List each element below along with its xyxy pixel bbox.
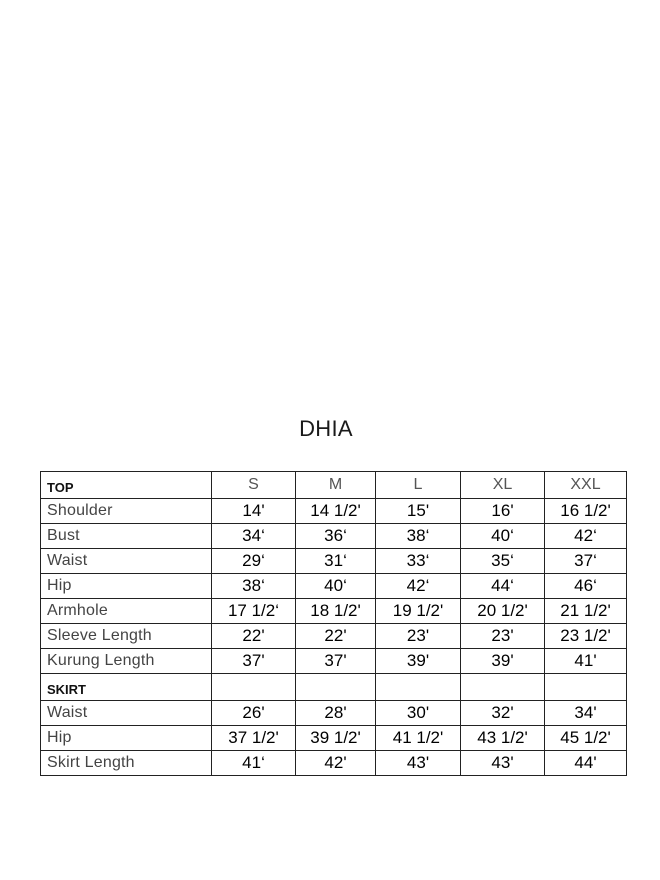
chart-title: DHIA	[299, 416, 353, 441]
table-cell: 43 1/2'	[461, 726, 545, 751]
row-label-bust: Bust	[41, 524, 212, 549]
table-cell: 16 1/2'	[545, 499, 627, 524]
empty-cell	[461, 674, 545, 701]
table-cell: 21 1/2'	[545, 599, 627, 624]
table-cell: 17 1/2‘	[212, 599, 296, 624]
table-row	[41, 624, 627, 649]
table-cell: 35‘	[461, 549, 545, 574]
size-chart-table	[40, 471, 627, 776]
table-cell: 16'	[461, 499, 545, 524]
table-row	[41, 726, 627, 751]
top-header-row	[41, 472, 627, 499]
table-cell: 28'	[296, 701, 376, 726]
row-label-kurung-length: Kurung Length	[41, 649, 212, 674]
table-cell: 29‘	[212, 549, 296, 574]
size-header-xl: XL	[461, 472, 545, 499]
section-label-skirt: SKIRT	[41, 674, 212, 701]
size-header-l: L	[376, 472, 461, 499]
table-cell: 14 1/2'	[296, 499, 376, 524]
empty-cell	[545, 674, 627, 701]
table-row	[41, 751, 627, 776]
table-cell: 22'	[296, 624, 376, 649]
row-label-hip: Hip	[41, 574, 212, 599]
table-cell: 38‘	[376, 524, 461, 549]
table-cell: 37 1/2'	[212, 726, 296, 751]
table-cell: 41'	[545, 649, 627, 674]
table-cell: 37‘	[545, 549, 627, 574]
table-cell: 15'	[376, 499, 461, 524]
table-cell: 42‘	[545, 524, 627, 549]
skirt-header-row	[41, 674, 627, 701]
table-cell: 39'	[461, 649, 545, 674]
table-cell: 31‘	[296, 549, 376, 574]
table-row	[41, 574, 627, 599]
table-cell: 44'	[545, 751, 627, 776]
table-cell: 38‘	[212, 574, 296, 599]
size-header-xxl: XXL	[545, 472, 627, 499]
table-row	[41, 549, 627, 574]
table-row	[41, 649, 627, 674]
table-cell: 40‘	[461, 524, 545, 549]
table-cell: 41 1/2'	[376, 726, 461, 751]
table-cell: 34'	[545, 701, 627, 726]
table-cell: 36‘	[296, 524, 376, 549]
table-cell: 22'	[212, 624, 296, 649]
size-header-m: M	[296, 472, 376, 499]
table-cell: 37'	[296, 649, 376, 674]
table-row	[41, 499, 627, 524]
row-label-skirt-waist: Waist	[41, 701, 212, 726]
table-cell: 43'	[376, 751, 461, 776]
table-cell: 44‘	[461, 574, 545, 599]
table-cell: 19 1/2'	[376, 599, 461, 624]
table-cell: 20 1/2'	[461, 599, 545, 624]
table-cell: 37'	[212, 649, 296, 674]
table-cell: 42'	[296, 751, 376, 776]
size-header-s: S	[212, 472, 296, 499]
row-label-skirt-hip: Hip	[41, 726, 212, 751]
row-label-waist: Waist	[41, 549, 212, 574]
table-row	[41, 701, 627, 726]
table-cell: 34‘	[212, 524, 296, 549]
row-label-shoulder: Shoulder	[41, 499, 212, 524]
table-cell: 46‘	[545, 574, 627, 599]
row-label-skirt-length: Skirt Length	[41, 751, 212, 776]
table-cell: 23 1/2'	[545, 624, 627, 649]
table-cell: 23'	[376, 624, 461, 649]
section-label-top: TOP	[41, 472, 212, 499]
row-label-armhole: Armhole	[41, 599, 212, 624]
table-cell: 45 1/2'	[545, 726, 627, 751]
empty-cell	[296, 674, 376, 701]
table-cell: 39 1/2'	[296, 726, 376, 751]
row-label-sleeve-length: Sleeve Length	[41, 624, 212, 649]
table-cell: 18 1/2'	[296, 599, 376, 624]
table-cell: 39'	[376, 649, 461, 674]
table-cell: 26'	[212, 701, 296, 726]
table-row	[41, 599, 627, 624]
table-cell: 40‘	[296, 574, 376, 599]
table-cell: 41‘	[212, 751, 296, 776]
table-cell: 43'	[461, 751, 545, 776]
empty-cell	[376, 674, 461, 701]
table-cell: 14'	[212, 499, 296, 524]
table-cell: 23'	[461, 624, 545, 649]
table-cell: 42‘	[376, 574, 461, 599]
table-cell: 30'	[376, 701, 461, 726]
empty-cell	[212, 674, 296, 701]
table-row	[41, 524, 627, 549]
table-cell: 33‘	[376, 549, 461, 574]
table-cell: 32'	[461, 701, 545, 726]
